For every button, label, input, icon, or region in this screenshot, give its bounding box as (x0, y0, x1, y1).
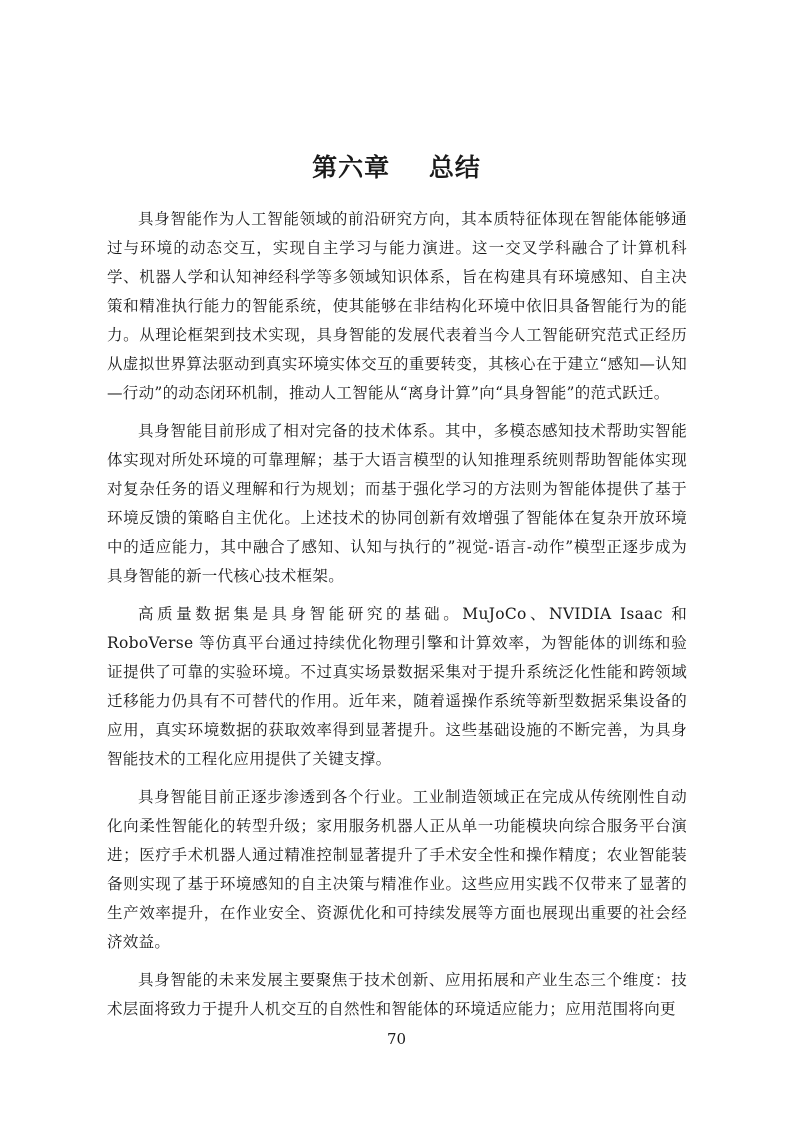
paragraph: 具身智能作为人工智能领域的前沿研究方向，其本质特征体现在智能体能够通过与环境的动态交互，实现自主学习与能力演进。这一交叉学科融合了计算机科学、机器人学和认知神经科学等多领域知识体系，旨在构建具有环境感知、自主决策和精准执行能力的智能系统，使其能够在非结构化环境中依旧具备智能行为的能力。从理论框架到技术实现，具身智能的发展代表着当今人工智能研究范式正经历从虚拟世界算法驱动到真实环境实体交互的重要转变，其核心在于建立“感知—认知—行动”的动态闭环机制，推动人工智能从“离身计算”向“具身智能”的范式跃迁。 (107, 210, 687, 402)
page-number: 70 (386, 1030, 407, 1048)
chapter-title: 第六章 总结 (312, 153, 481, 182)
paragraph: 具身智能目前形成了相对完备的技术体系。其中，多模态感知技术帮助实智能体实现对所处环境的可靠理解；基于大语言模型的认知推理系统则帮助智能体实现对复杂任务的语义理解和行为规划；而基于强化学习的方法则为智能体提供了基于环境反馈的策略自主优化。上述技术的协同创新有效增强了智能体在复杂开放环境中的适应能力，其中融合了感知、认知与执行的”视觉-语言-动作”模型正逐步成为具身智能的新一代核心技术框架。 (107, 422, 687, 585)
body-text (107, 205, 687, 1024)
paragraph: 高质量数据集是具身智能研究的基础。MuJoCo、NVIDIA Isaac 和 RoboVerse 等仿真平台通过持续优化物理引擎和计算效率，为智能体的训练和验证提供了可靠的实验环境。不过真实场景数据采集对于提升系统泛化性能和跨领域迁移能力仍具有不可替代的作用。近年来，随着遥操作系统等新型数据采集设备的应用，真实环境数据的获取效率得到显著提升。这些基础设施的不断完善，为具身智能技术的工程化应用提供了关键支撑。 (107, 605, 687, 768)
paragraph: 具身智能的未来发展主要聚焦于技术创新、应用拓展和产业生态三个维度：技术层面将致力于提升人机交互的自然性和智能体的环境适应能力；应用范围将向更 (107, 971, 687, 1018)
paragraph: 具身智能目前正逐步渗透到各个行业。工业制造领域正在完成从传统刚性自动化向柔性智能化的转型升级；家用服务机器人正从单一功能模块向综合服务平台演进；医疗手术机器人通过精准控制显著提升了手术安全性和操作精度；农业智能装备则实现了基于环境感知的自主决策与精准作业。这些应用实践不仅带来了显著的生产效率提升，在作业安全、资源优化和可持续发展等方面也展现出重要的社会经济效益。 (107, 788, 687, 951)
